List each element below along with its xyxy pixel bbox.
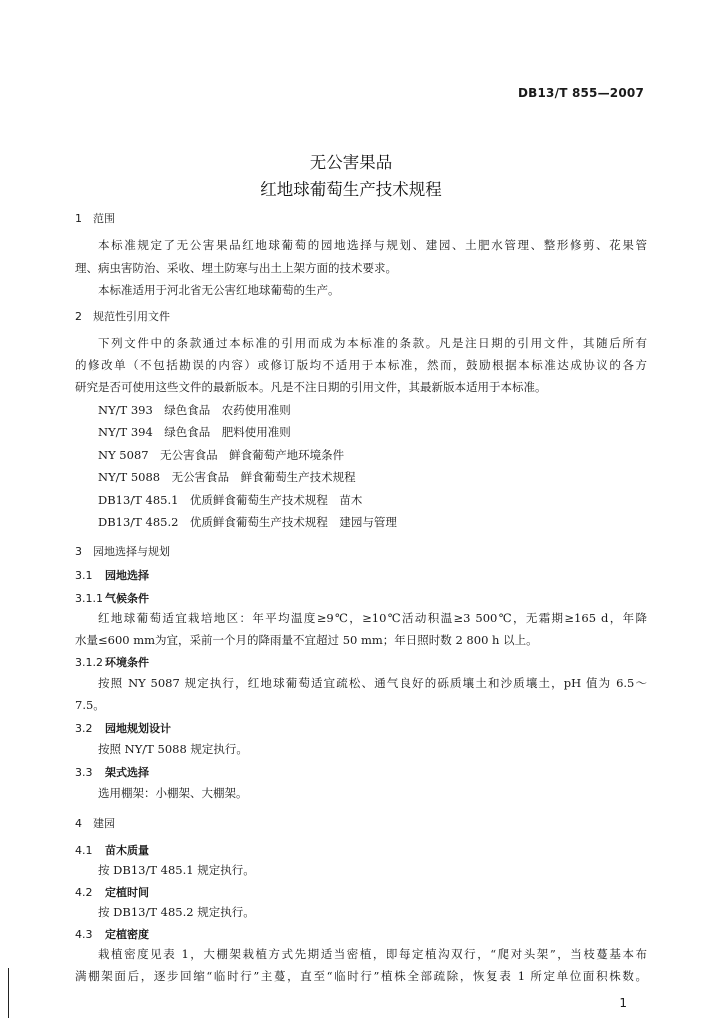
- section-title: 园地选择与规划: [93, 545, 170, 558]
- subsection-title: 架式选择: [105, 766, 149, 779]
- section-number: 2: [75, 310, 82, 323]
- paragraph-line: 本标准规定了无公害果品红地球葡萄的园地选择与规划、建园、土肥水管理、整形修剪、花果管: [98, 238, 647, 252]
- subsection-title: 环境条件: [105, 656, 149, 669]
- section-4-heading: [75, 817, 647, 830]
- title-line-1: 无公害果品: [309, 153, 393, 172]
- subsection-heading: [75, 722, 647, 735]
- section-title: 规范性引用文件: [93, 310, 170, 323]
- paragraph-line: 按照 NY 5087 规定执行，红地球葡萄适宜疏松、通气良好的砾质壤土和沙质壤土，pH 值为 6.5～: [98, 676, 647, 690]
- subsection-title: 定植密度: [105, 928, 149, 941]
- subsection-heading: [75, 592, 647, 605]
- subsection-heading: [75, 766, 647, 779]
- subsection-number: 4.3: [75, 928, 93, 941]
- subsection-number: 4.2: [75, 886, 93, 899]
- document-code: DB13/T 855—2007: [518, 86, 644, 100]
- section-3-heading: [75, 545, 647, 558]
- section-title: 建园: [93, 817, 115, 830]
- paragraph-line: 满棚架面后，逐步回缩“临时行”主蔓，直至“临时行”植株全部疏除，恢复表 1 所定单位面积株数。: [75, 969, 647, 983]
- paragraph-line: 按 DB13/T 485.1 规定执行。: [98, 863, 255, 877]
- paragraph-line: 理、病虫害防治、采收、埋土防寒与出土上架方面的技术要求。: [75, 261, 397, 275]
- subsection-number: 3.2: [75, 722, 93, 735]
- reference-item: NY/T 393 绿色食品 农药使用准则: [98, 403, 291, 417]
- paragraph-line: 本标准适用于河北省无公害红地球葡萄的生产。: [98, 283, 340, 297]
- section-1-heading: [75, 212, 647, 225]
- subsection-number: 3.3: [75, 766, 93, 779]
- subsection-heading: [75, 844, 647, 857]
- section-2-heading: [75, 310, 647, 323]
- reference-item: NY/T 394 绿色食品 肥料使用准则: [98, 425, 291, 439]
- paragraph-line: 按 DB13/T 485.2 规定执行。: [98, 905, 255, 919]
- paragraph-line: 按照 NY/T 5088 规定执行。: [98, 742, 248, 756]
- subsection-title: 定植时间: [105, 886, 149, 899]
- subsection-number: 4.1: [75, 844, 93, 857]
- subsection-title: 气候条件: [105, 592, 149, 605]
- paragraph-line: 下列文件中的条款通过本标准的引用而成为本标准的条款。凡是注日期的引用文件，其随后所有: [98, 336, 647, 350]
- subsection-heading: [75, 886, 647, 899]
- subsection-number: 3.1.2: [75, 656, 103, 669]
- paragraph-line: 选用棚架：小棚架、大棚架。: [98, 786, 248, 800]
- scan-edge-line: [8, 968, 9, 1018]
- paragraph-line: 栽植密度见表 1，大棚架栽植方式先期适当密植，即每定植沟双行，“爬对头架”，当枝蔓基本布: [98, 947, 647, 961]
- title-line-2: 红地球葡萄生产技术规程: [260, 180, 442, 199]
- section-number: 3: [75, 545, 82, 558]
- paragraph-line: 的修改单（不包括勘误的内容）或修订版均不适用于本标准，然而，鼓励根据本标准达成协议的各方: [75, 358, 647, 372]
- paragraph-line: 水量≤600 mm为宜，采前一个月的降雨量不宜超过 50 mm；年日照时数 2 800 h 以上。: [75, 633, 538, 647]
- subsection-number: 3.1.1: [75, 592, 103, 605]
- reference-item: NY/T 5088 无公害食品 鲜食葡萄生产技术规程: [98, 470, 356, 484]
- paragraph-line: 7.5。: [75, 698, 105, 712]
- subsection-heading: [75, 569, 647, 582]
- section-title: 范围: [93, 212, 115, 225]
- page-number: 1: [619, 996, 627, 1010]
- reference-item: DB13/T 485.2 优质鲜食葡萄生产技术规程 建园与管理: [98, 515, 397, 529]
- reference-item: NY 5087 无公害食品 鲜食葡萄产地环境条件: [98, 448, 345, 462]
- paragraph-line: 红地球葡萄适宜栽培地区：年平均温度≥9℃，≥10℃活动积温≥3 500℃，无霜期≥165 d，年降: [98, 611, 647, 625]
- reference-item: DB13/T 485.1 优质鲜食葡萄生产技术规程 苗木: [98, 493, 363, 507]
- paragraph-line: 研究是否可使用这些文件的最新版本。凡是不注日期的引用文件，其最新版本适用于本标准。: [75, 380, 547, 394]
- section-number: 1: [75, 212, 82, 225]
- subsection-title: 园地选择: [105, 569, 149, 582]
- section-number: 4: [75, 817, 82, 830]
- subsection-title: 苗木质量: [105, 844, 149, 857]
- subsection-heading: [75, 656, 647, 669]
- subsection-heading: [75, 928, 647, 941]
- subsection-number: 3.1: [75, 569, 93, 582]
- subsection-title: 园地规划设计: [105, 722, 171, 735]
